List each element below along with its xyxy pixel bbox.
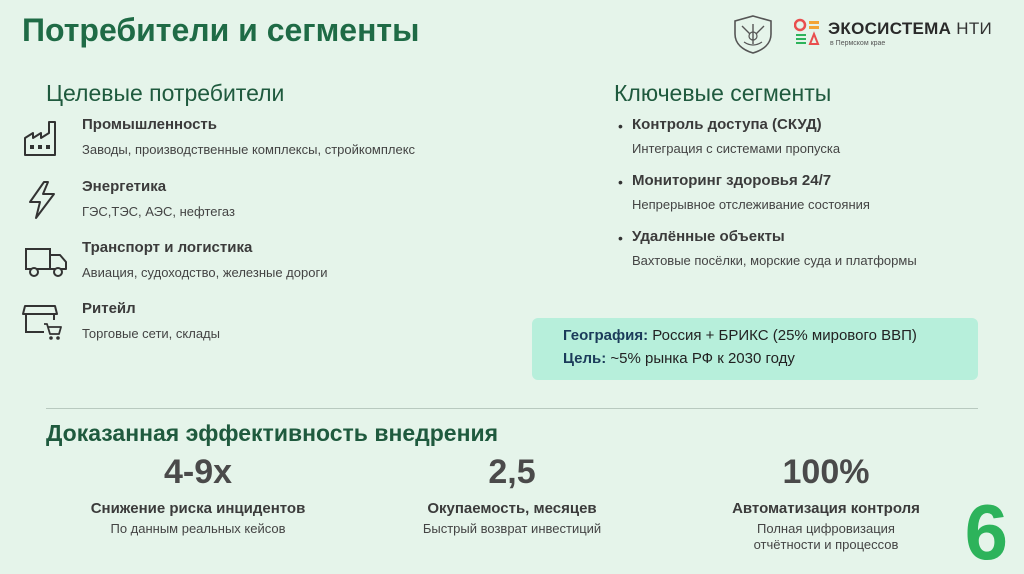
segment-item	[618, 172, 998, 222]
stat-risk-reduction	[48, 452, 348, 537]
bullet: •	[618, 174, 623, 190]
slide-title: Потребители и сегменты	[22, 12, 420, 48]
section-divider	[46, 408, 978, 409]
truck-icon	[22, 241, 70, 281]
consumer-desc: Торговые сети, склады	[82, 326, 220, 341]
geography-line	[563, 327, 917, 344]
stat-label: Окупаемость, месяцев	[427, 500, 597, 517]
shield-emblem-icon	[730, 14, 776, 54]
consumer-desc: Заводы, производственные комплексы, стройкомплекс	[82, 142, 416, 157]
consumer-item-industry	[22, 116, 542, 166]
consumer-item-transport	[22, 239, 542, 289]
consumer-title: Энергетика	[82, 178, 167, 195]
logo-subtitle: в Пермском крае	[830, 40, 886, 47]
logo-name	[828, 19, 992, 39]
efficiency-heading: Доказанная эффективность внедрения	[46, 420, 499, 446]
consumer-title: Ритейл	[82, 300, 136, 317]
segment-title: Удалённые объекты	[632, 228, 785, 245]
stat-value: 100%	[782, 453, 870, 491]
stat-value: 2,5	[488, 453, 536, 491]
segment-title: Контроль доступа (СКУД)	[632, 116, 822, 133]
consumers-heading: Целевые потребители	[46, 80, 285, 106]
logo-name-main: ЭКОСИСТЕМА	[828, 19, 952, 38]
bullet: •	[618, 118, 623, 134]
stat-note: Полная цифровизация отчётности и процессов	[753, 521, 899, 552]
bullet: •	[618, 230, 623, 246]
consumer-desc: ГЭС,ТЭС, АЭС, нефтегаз	[82, 204, 235, 219]
stat-label: Автоматизация контроля	[732, 500, 920, 517]
segment-desc: Вахтовые посёлки, морские суда и платформы	[632, 253, 917, 268]
shop-cart-icon	[22, 302, 62, 342]
goal-line	[563, 350, 795, 367]
segment-item	[618, 116, 998, 166]
consumer-title: Промышленность	[82, 116, 217, 133]
page-number: 6	[964, 488, 1008, 574]
consumer-item-retail	[22, 300, 542, 350]
geography-callout	[532, 318, 978, 380]
stat-note: По данным реальных кейсов	[110, 521, 286, 536]
logo-name-suffix: НТИ	[956, 19, 993, 38]
geography-text: Россия + БРИКС (25% мирового ВВП)	[648, 327, 917, 344]
consumer-item-energy	[22, 178, 542, 228]
stat-payback	[362, 452, 662, 537]
consumer-title: Транспорт и логистика	[82, 239, 253, 256]
consumer-desc: Авиация, судоходство, железные дороги	[82, 265, 328, 280]
segment-title: Мониторинг здоровья 24/7	[632, 172, 832, 189]
ecosystem-mark-icon	[794, 18, 822, 48]
stat-note: Быстрый возврат инвестиций	[422, 521, 602, 536]
stat-automation	[676, 452, 976, 553]
lightning-icon	[22, 180, 62, 220]
logo	[730, 14, 1010, 54]
segments-heading: Ключевые сегменты	[614, 80, 832, 106]
segment-item	[618, 228, 998, 278]
stat-value: 4-9x	[163, 453, 233, 491]
stat-label: Снижение риска инцидентов	[90, 500, 306, 517]
factory-icon	[22, 118, 62, 158]
segment-desc: Интеграция с системами пропуска	[632, 141, 841, 156]
goal-label: Цель:	[563, 350, 607, 367]
goal-text: ~5% рынка РФ к 2030 году	[606, 350, 795, 367]
geography-label: География:	[563, 327, 649, 344]
segment-desc: Непрерывное отслеживание состояния	[632, 197, 870, 212]
